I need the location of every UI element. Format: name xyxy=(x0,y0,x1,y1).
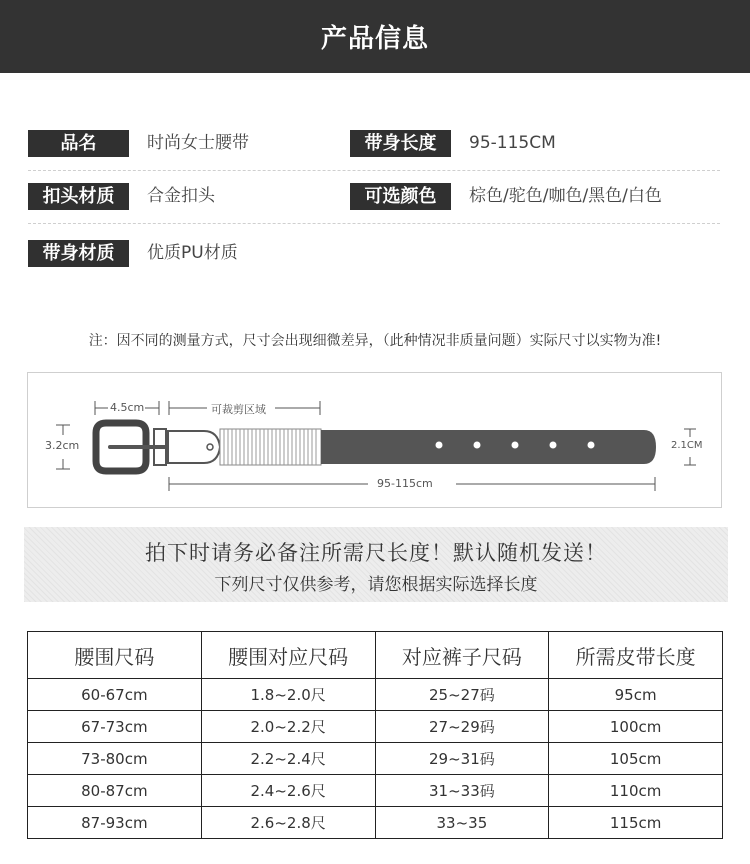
header-belt-length: 所需皮带长度 xyxy=(549,632,723,679)
total-length-label: 95-115cm xyxy=(377,477,433,490)
header-waist-chi: 腰围对应尺码 xyxy=(201,632,375,679)
info-label-strap-material: 带身材质 xyxy=(28,240,129,267)
table-cell: 100cm xyxy=(549,711,723,743)
table-row xyxy=(28,743,723,775)
table-row xyxy=(28,775,723,807)
table-cell: 2.4~2.6尺 xyxy=(201,775,375,807)
table-cell: 2.0~2.2尺 xyxy=(201,711,375,743)
info-row-buckle xyxy=(28,171,720,224)
table-cell: 31~33码 xyxy=(375,775,549,807)
info-label-name: 品名 xyxy=(28,130,129,157)
size-table xyxy=(27,631,723,839)
table-cell: 29~31码 xyxy=(375,743,549,775)
section-title: 产品信息 xyxy=(320,24,429,54)
header-pants-size: 对应裤子尺码 xyxy=(375,632,549,679)
info-row-strap xyxy=(28,228,720,280)
header-waist-size: 腰围尺码 xyxy=(28,632,202,679)
table-cell: 27~29码 xyxy=(375,711,549,743)
cut-area-label: 可裁剪区域 xyxy=(211,403,266,416)
table-header-row xyxy=(28,632,723,679)
order-notice-sub: 下列尺寸仅供参考，请您根据实际选择长度 xyxy=(214,575,538,595)
table-row xyxy=(28,679,723,711)
table-row xyxy=(28,711,723,743)
table-cell: 33~35 xyxy=(375,807,549,839)
order-notice-main: 拍下时请务必备注所需尺长度！默认随机发送！ xyxy=(145,541,607,565)
table-cell: 60-67cm xyxy=(28,679,202,711)
info-value-buckle-material: 合金扣头 xyxy=(147,186,215,206)
table-cell: 115cm xyxy=(549,807,723,839)
table-cell: 87-93cm xyxy=(28,807,202,839)
table-cell: 80-87cm xyxy=(28,775,202,807)
table-cell: 95cm xyxy=(549,679,723,711)
info-label-colors: 可选颜色 xyxy=(350,183,451,210)
info-value-colors: 棕色/驼色/咖色/黑色/白色 xyxy=(469,186,662,206)
table-cell: 1.8~2.0尺 xyxy=(201,679,375,711)
strap-height-label: 2.1CM xyxy=(671,440,703,451)
buckle-height-label: 3.2cm xyxy=(45,439,80,452)
info-value-length: 95-115CM xyxy=(469,133,556,153)
table-cell: 73-80cm xyxy=(28,743,202,775)
belt-diagram xyxy=(27,372,722,508)
info-label-buckle-material: 扣头材质 xyxy=(28,183,129,210)
measurement-note: 注：因不同的测量方式，尺寸会出现细微差异，（此种情况非质量问题）实际尺寸以实物为准! xyxy=(88,333,662,349)
table-cell: 25~27码 xyxy=(375,679,549,711)
table-cell: 2.2~2.4尺 xyxy=(201,743,375,775)
info-row-name xyxy=(28,118,720,171)
belt-illustration xyxy=(28,373,723,509)
info-label-length: 带身长度 xyxy=(350,130,451,157)
table-row xyxy=(28,807,723,839)
table-cell: 110cm xyxy=(549,775,723,807)
section-header xyxy=(0,0,750,73)
table-cell: 2.6~2.8尺 xyxy=(201,807,375,839)
table-cell: 105cm xyxy=(549,743,723,775)
buckle-width-label: 4.5cm xyxy=(110,401,145,414)
info-value-name: 时尚女士腰带 xyxy=(147,133,249,153)
info-value-strap-material: 优质PU材质 xyxy=(147,243,238,263)
order-notice-banner xyxy=(24,527,728,602)
table-cell: 67-73cm xyxy=(28,711,202,743)
